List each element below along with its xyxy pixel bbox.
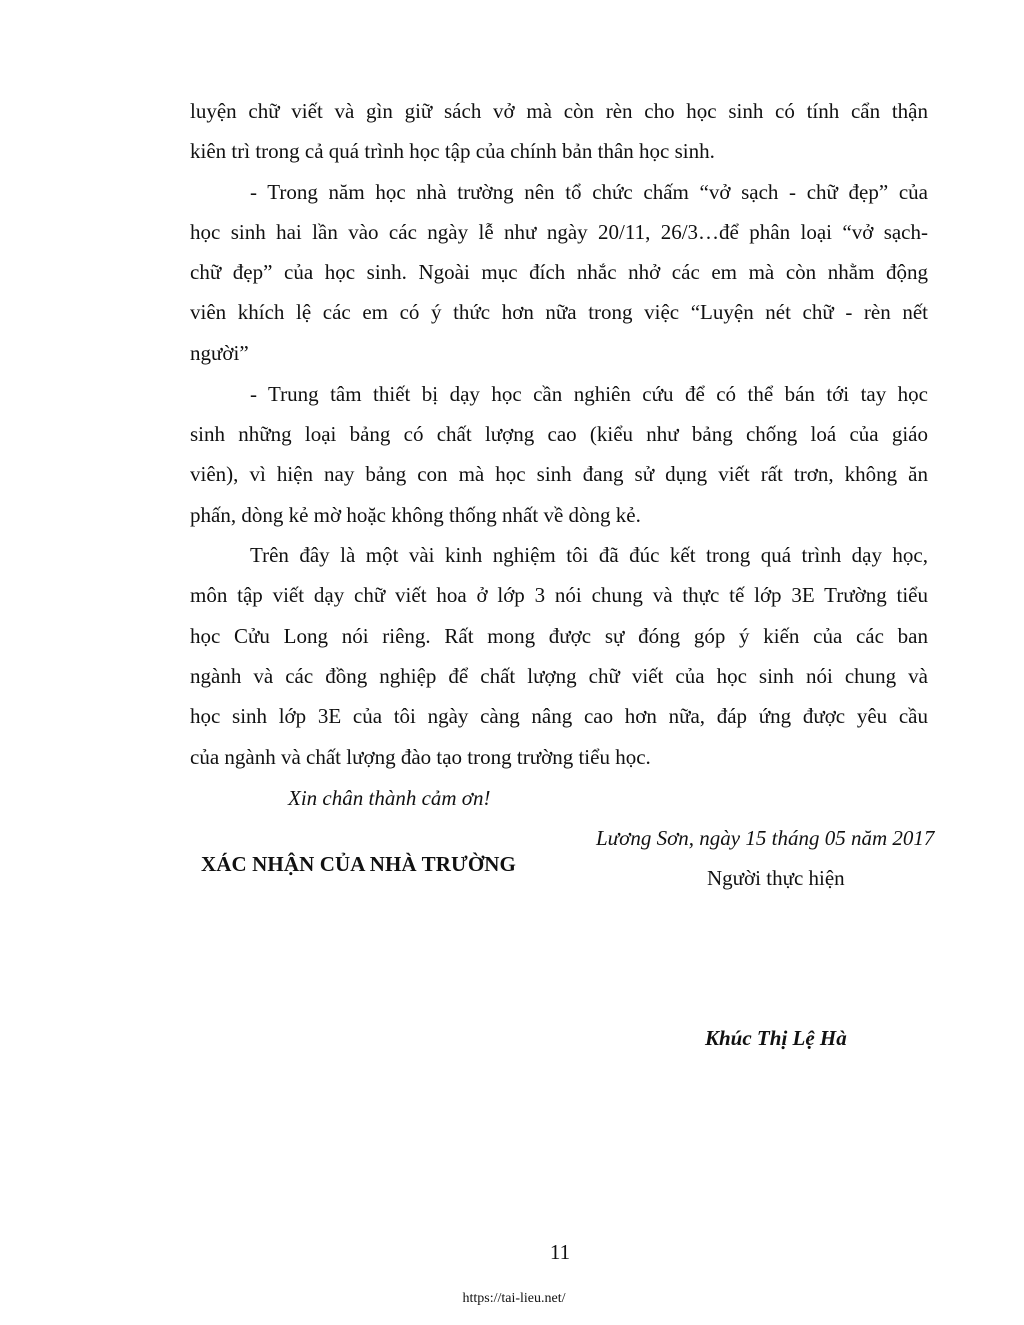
body-line: - Trong năm học nhà trường nên tổ chức chấm “vở sạch - chữ đẹp” của [250, 180, 928, 204]
body-line: môn tập viết dạy chữ viết hoa ở lớp 3 nói chung và thực tế lớp 3E Trường tiểu [190, 583, 928, 607]
body-line: người” [190, 341, 249, 365]
source-url: https://tai-lieu.net/ [462, 1291, 566, 1306]
school-confirmation-heading: XÁC NHẬN CỦA NHÀ TRƯỜNG [201, 852, 516, 876]
body-line: phấn, dòng kẻ mờ hoặc không thống nhất về dòng kẻ. [190, 503, 641, 527]
body-line: sinh những loại bảng có chất lượng cao (kiểu như bảng chống loá của giáo [190, 422, 928, 446]
performer-label: Người thực hiện [707, 866, 845, 890]
body-line: - Trung tâm thiết bị dạy học cần nghiên cứu để có thể bán tới tay học [250, 382, 928, 406]
place-date: Lương Sơn, ngày 15 tháng 05 năm 2017 [596, 826, 935, 850]
thanks-note: Xin chân thành cảm ơn! [288, 786, 491, 810]
body-line: của ngành và chất lượng đào tạo trong trường tiểu học. [190, 745, 651, 769]
body-line: luyện chữ viết và gìn giữ sách vở mà còn rèn cho học sinh có tính cẩn thận [190, 99, 928, 123]
body-line: kiên trì trong cả quá trình học tập của chính bản thân học sinh. [190, 139, 715, 163]
body-line: chữ đẹp” của học sinh. Ngoài mục đích nhắc nhở các em mà còn nhằm động [190, 260, 928, 284]
page-number: 11 [549, 1240, 571, 1264]
body-line: viên khích lệ các em có ý thức hơn nữa trong việc “Luyện nét chữ - rèn nết [190, 300, 928, 324]
body-line: Trên đây là một vài kinh nghiệm tôi đã đúc kết trong quá trình dạy học, [250, 543, 928, 567]
body-line: ngành và các đồng nghiệp để chất lượng chữ viết của học sinh nói chung và [190, 664, 928, 688]
body-line: học sinh lớp 3E của tôi ngày càng nâng cao hơn nữa, đáp ứng được yêu cầu [190, 704, 928, 728]
body-line: học Cửu Long nói riêng. Rất mong được sự đóng góp ý kiến của các ban [190, 624, 928, 648]
signer-name: Khúc Thị Lệ Hà [705, 1026, 847, 1050]
body-line: viên), vì hiện nay bảng con mà học sinh đang sử dụng viết rất trơn, không ăn [190, 462, 928, 486]
body-line: học sinh hai lần vào các ngày lễ như ngày 20/11, 26/3…để phân loại “vở sạch- [190, 220, 928, 244]
